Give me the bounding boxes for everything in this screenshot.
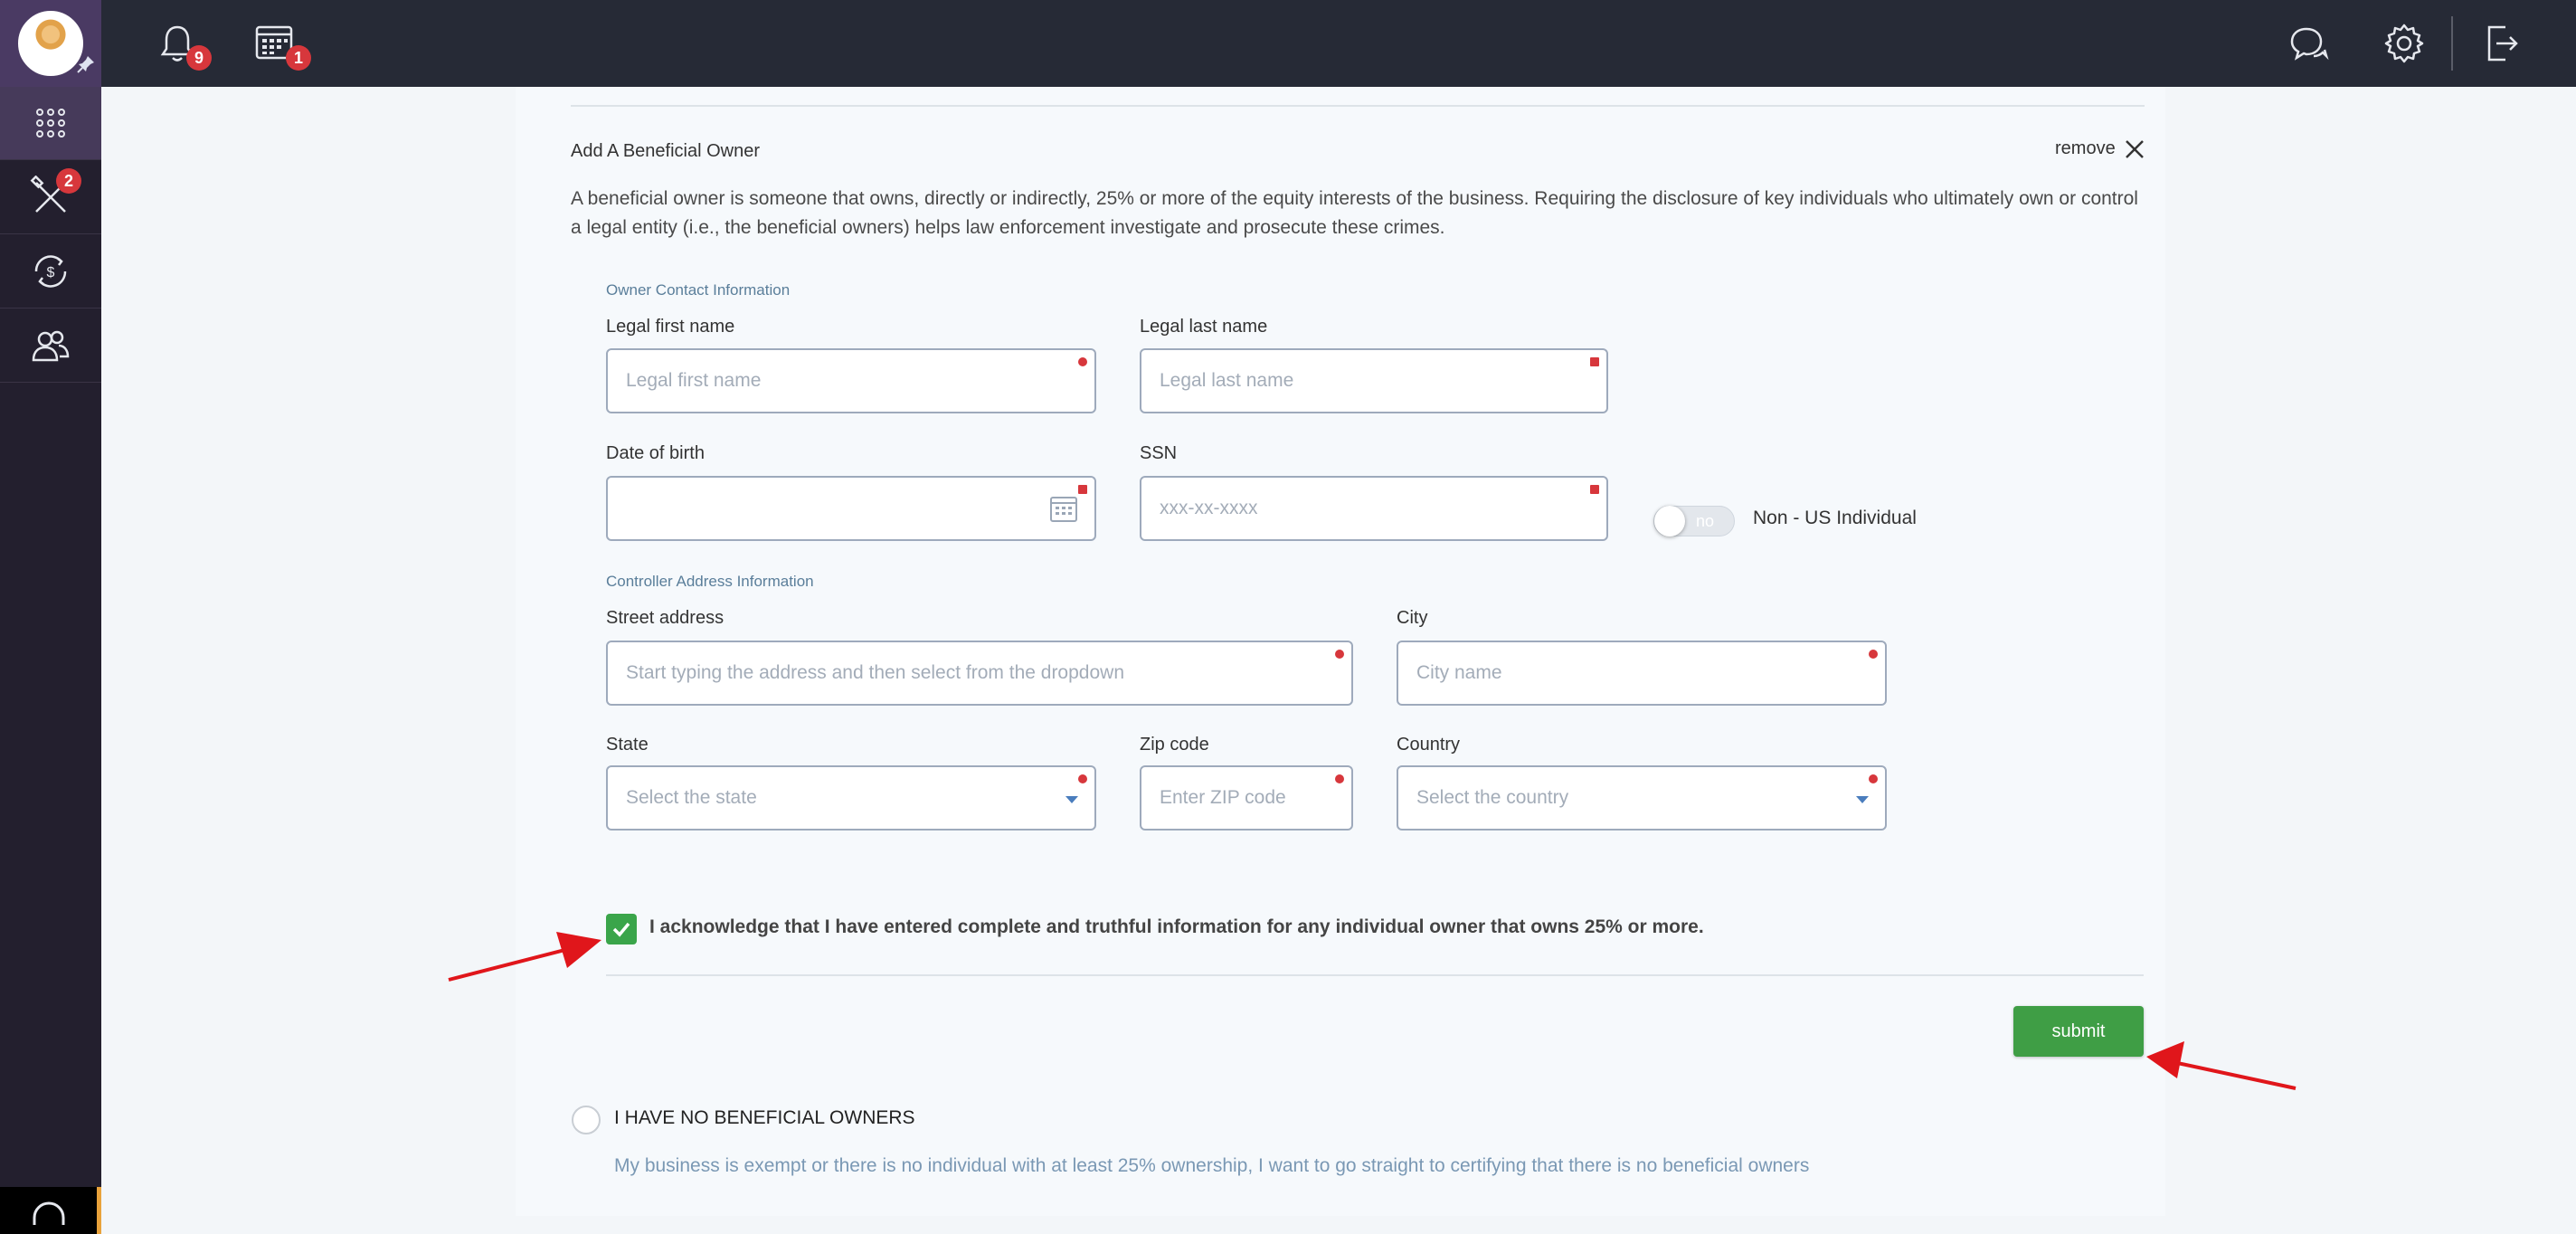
notifications-badge: 9	[186, 45, 212, 71]
svg-text:$: $	[46, 265, 55, 280]
dob-label: Date of birth	[606, 443, 705, 463]
no-owners-label: I HAVE NO BENEFICIAL OWNERS	[614, 1107, 915, 1128]
acknowledge-text: I acknowledge that I have entered complete and truthful information for any individual owner that owns 25% or more.	[649, 916, 1704, 937]
last-name-label: Legal last name	[1140, 317, 1268, 337]
state-label: State	[606, 735, 649, 755]
zip-label: Zip code	[1140, 735, 1209, 755]
calendar-badge: 1	[286, 45, 311, 71]
remove-label: remove	[2055, 138, 2116, 158]
street-label: Street address	[606, 608, 724, 628]
controller-address-label: Controller Address Information	[606, 573, 814, 590]
owner-contact-label: Owner Contact Information	[606, 281, 791, 299]
arrow-to-checkbox	[449, 932, 601, 980]
street-placeholder: Start typing the address and then select from the dropdown	[626, 662, 1124, 683]
ssn-label: SSN	[1140, 443, 1178, 463]
city-label: City	[1397, 608, 1428, 628]
arrow-to-submit	[2146, 1041, 2296, 1088]
country-placeholder: Select the country	[1416, 787, 1569, 808]
first-name-label: Legal first name	[606, 317, 735, 337]
submit-button[interactable]: submit	[2013, 1006, 2144, 1057]
tools-badge: 2	[56, 168, 81, 194]
ssn-placeholder: xxx-xx-xxxx	[1160, 498, 1258, 518]
zip-placeholder: Enter ZIP code	[1160, 787, 1286, 808]
section-description: A beneficial owner is someone that owns, directly or indirectly, 25% or more of the equity interests of the business. Requiring the disclosure of key individuals who ultimately own or control a legal entity (i.e., the beneficial owners) helps law enforcement investigate and prosecute these crimes.	[571, 188, 2138, 238]
last-name-placeholder: Legal last name	[1160, 370, 1294, 391]
city-placeholder: City name	[1416, 662, 1502, 683]
country-label: Country	[1397, 735, 1461, 755]
state-placeholder: Select the state	[626, 787, 757, 808]
non-us-label: Non - US Individual	[1753, 508, 1917, 528]
first-name-placeholder: Legal first name	[626, 370, 762, 391]
no-owners-description: My business is exempt or there is no individual with at least 25% ownership, I want to go straight to certifying that there is no beneficial owners	[614, 1155, 1810, 1176]
toggle-state: no	[1696, 512, 1715, 530]
section-title: Add A Beneficial Owner	[571, 141, 761, 161]
